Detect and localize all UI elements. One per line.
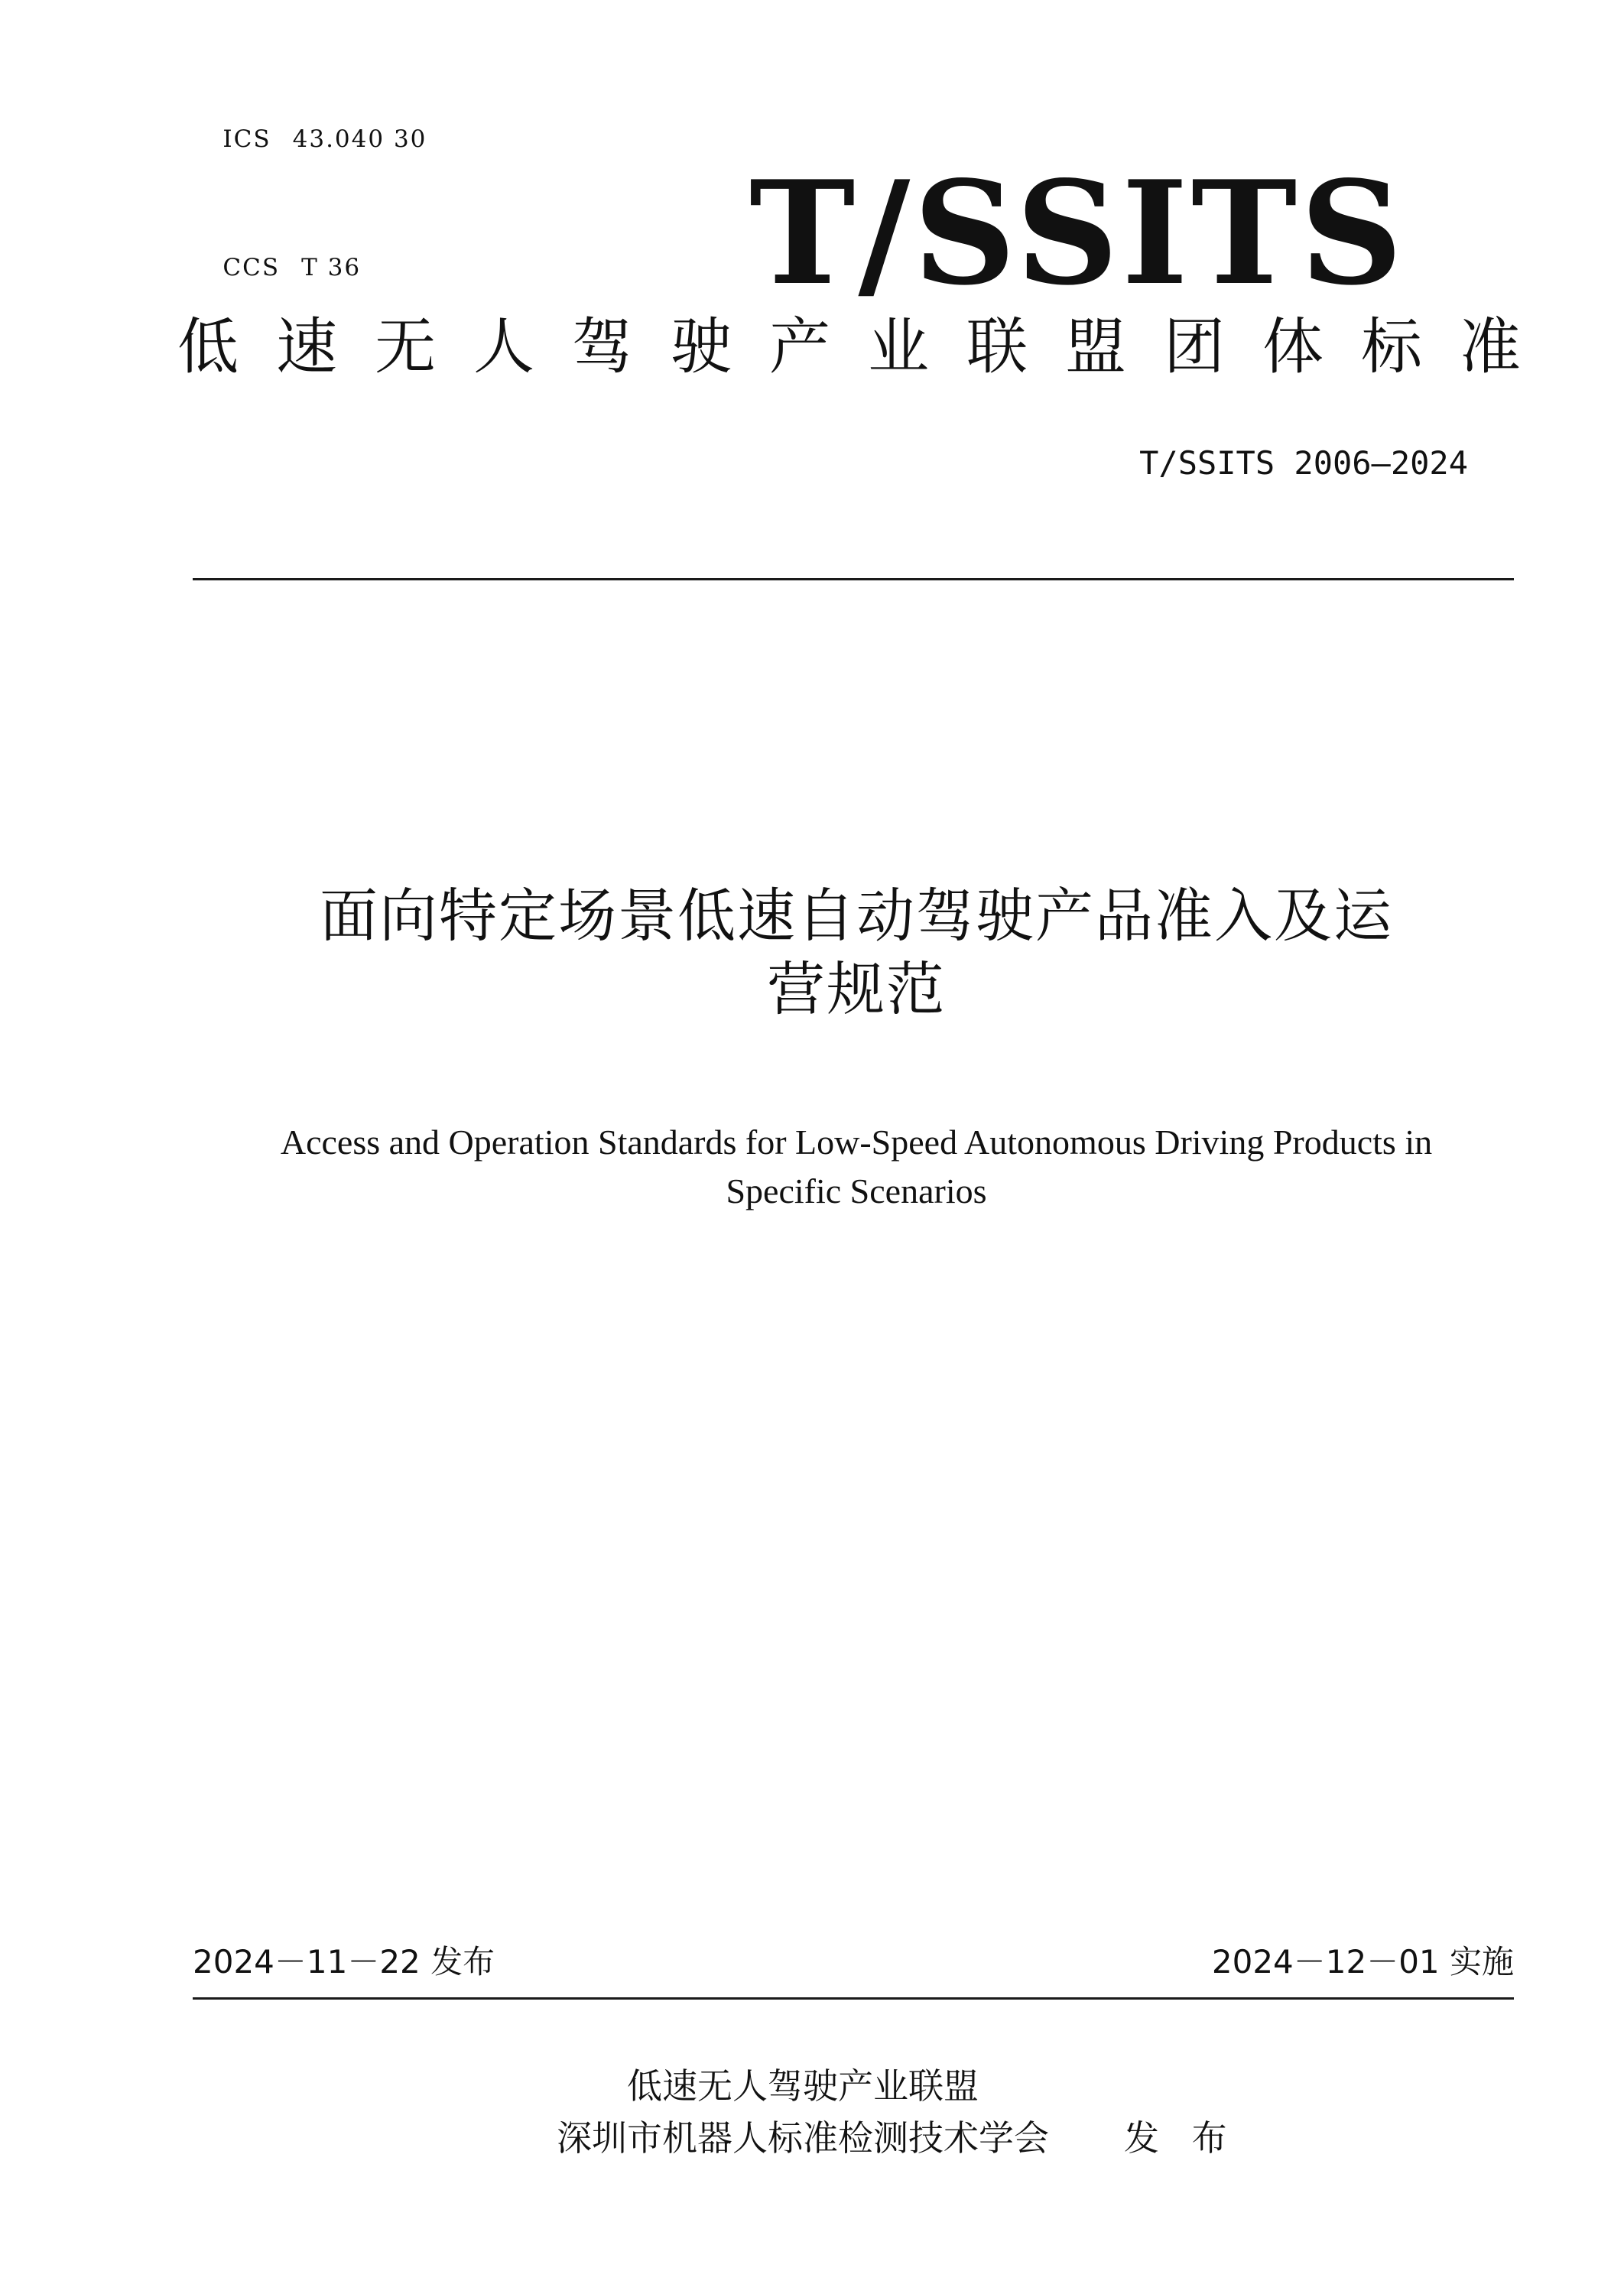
top-divider — [193, 578, 1514, 580]
org-code-logo: T/SSITS — [749, 149, 1406, 317]
classification-codes — [187, 75, 427, 332]
ics-code: 43.040 30 — [292, 125, 427, 153]
publish-label: 发 布 — [1124, 2117, 1238, 2159]
standard-number: T/SSITS 2006—2024 — [1139, 444, 1468, 482]
chinese-title — [153, 879, 1560, 1026]
english-title — [153, 1118, 1560, 1216]
bottom-divider — [193, 1997, 1514, 2000]
publisher-org-1: 低速无人驾驶产业联盟 — [627, 2065, 979, 2107]
english-title-line-2: Specific Scenarios — [726, 1171, 987, 1210]
english-title-line-1: Access and Operation Standards for Low-Speed Autonomous Driving Products in — [280, 1123, 1433, 1162]
issue-date: 2024－11－22 发布 — [193, 1943, 495, 1980]
chinese-title-line-2: 营规范 — [767, 955, 946, 1023]
ics-row — [187, 75, 427, 203]
ics-label: ICS — [222, 125, 271, 153]
ccs-code: T 36 — [301, 254, 362, 281]
publisher-org-2: 深圳市机器人标准检测技术学会 — [557, 2117, 1049, 2159]
standard-type: 低速无人驾驶产业联盟团体标准 — [177, 311, 1558, 382]
chinese-title-line-1: 面向特定场景低速自动驾驶产品准入及运 — [320, 882, 1393, 950]
ccs-label: CCS — [222, 254, 281, 281]
implementation-date: 2024－12－01 实施 — [1211, 1943, 1514, 1980]
